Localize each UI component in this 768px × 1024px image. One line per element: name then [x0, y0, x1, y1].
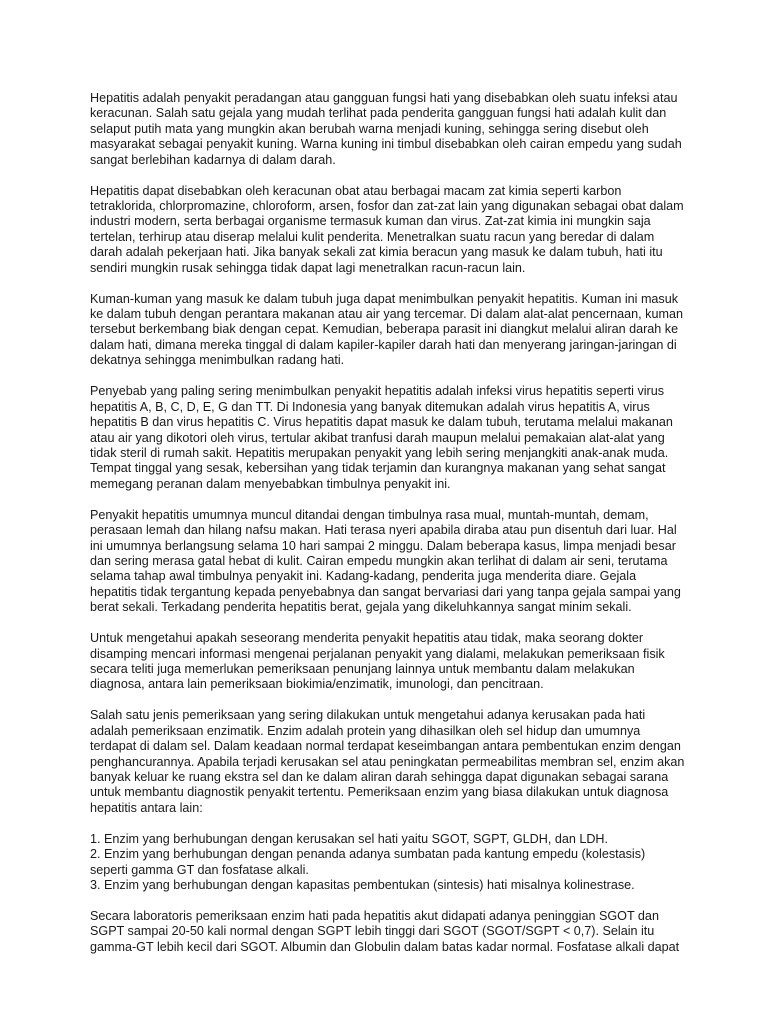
- paragraph-definition: Hepatitis adalah penyakit peradangan atau gangguan fungsi hati yang disebabkan oleh suatu infeksi atau keracunan. Salah satu gejala yang mudah terlihat pada penderita gangguan fungsi hati adalah kulit dan selaput putih mata yang mungkin akan berubah warna menjadi kuning, sehingga sering disebut oleh masyarakat sebagai penyakit kuning. Warna kuning ini timbul disebabkan oleh cairan empedu yang sudah sangat berlebihan kadarnya di dalam darah.: [90, 91, 682, 167]
- enzyme-list: [90, 832, 686, 894]
- paragraph-lab-results: Secara laboratoris pemeriksaan enzim hati pada hepatitis akut didapati adanya peninggian SGOT dan SGPT sampai 20-50 kali normal dengan SGPT lebih tinggi dari SGOT (SGOT/SGPT < 0,7). Selain itu gamma-GT lebih kecil dari SGOT. Albumin dan Globulin dalam batas kadar normal. Fosfatase alkali dapat: [90, 909, 680, 954]
- paragraph-symptoms: Penyakit hepatitis umumnya muncul ditandai dengan timbulnya rasa mual, muntah-muntah, demam, perasaan lemah dan hilang nafsu makan. Hati terasa nyeri apabila diraba atau pun disentuh dari luar. Hal ini umumnya berlangsung selama 10 hari sampai 2 minggu. Dalam beberapa kasus, limpa menjadi besar dan sering merasa gatal hebat di kulit. Cairan empedu mungkin akan terlihat di dalam air seni, terutama selama tahap awal timbulnya penyakit ini. Kadang-kadang, penderita juga menderita diare. Gejala hepatitis tidak tergantung kepada penyebabnya dan sangat bervariasi dari yang tanpa gejala sampai yang berat sekali. Terkadang penderita hepatitis berat, gejala yang dikeluhkannya sangat minim sekali.: [90, 507, 681, 615]
- list-item: 2. Enzim yang berhubungan dengan penanda adanya sumbatan pada kantung empedu (kolestasis) seperti gamma GT dan fosfatase alkali.: [90, 847, 646, 877]
- list-item: 1. Enzim yang berhubungan dengan kerusakan sel hati yaitu SGOT, SGPT, GLDH, dan LDH.: [90, 831, 609, 846]
- paragraph-diagnosis: Untuk mengetahui apakah seseorang menderita penyakit hepatitis atau tidak, maka seorang dokter disamping mencari informasi mengenai perjalanan penyakit yang dialami, melakukan pemeriksaan fisik secara teliti juga memerlukan pemeriksaan penunjang lainnya untuk membantu dalam melakukan diagnosa, antara lain pemeriksaan biokimia/enzimatik, imunologi, dan pencitraan.: [90, 631, 665, 692]
- list-item: 3. Enzim yang berhubungan dengan kapasitas pembentukan (sintesis) hati misalnya kolinestrase.: [90, 878, 635, 893]
- paragraph-germ-causes: Kuman-kuman yang masuk ke dalam tubuh juga dapat menimbulkan penyakit hepatitis. Kuman ini masuk ke dalam tubuh dengan perantara makanan atau air yang tercemar. Di dalam alat-alat pencernaan, kuman tersebut berkembang biak dengan cepat. Kemudian, beberapa parasit ini diangkut melalui aliran darah ke dalam hati, dimana mereka tinggal di dalam kapiler-kapiler darah hati dan menyerang jaringan-jaringan di dekatnya sehingga menimbulkan radang hati.: [90, 291, 683, 368]
- paragraph-viral-causes: Penyebab yang paling sering menimbulkan penyakit hepatitis adalah infeksi virus hepatitis seperti virus hepatitis A, B, C, D, E, G dan TT. Di Indonesia yang banyak ditemukan adalah virus hepatitis A, virus hepatitis B dan virus hepatitis C. Virus hepatitis dapat masuk ke dalam tubuh, terutama melalui makanan atau air yang dikotori oleh virus, tertular akibat tranfusi darah maupun melalui pemakaian alat-alat yang tidak steril di rumah sakit. Hepatitis merupakan penyakit yang lebih sering menjangkiti anak-anak muda. Tempat tinggal yang sesak, kebersihan yang tidak terjamin dan kurangnya makanan yang sehat sangat memegang peranan dalam menyebabkan timbulnya penyakit ini.: [90, 384, 673, 491]
- paragraph-toxic-causes: Hepatitis dapat disebabkan oleh keracunan obat atau berbagai macam zat kimia seperti karbon tetraklorida, chlorpromazine, chloroform, arsen, fosfor dan zat-zat lain yang digunakan sebagai obat dalam industri modern, serta berbagai organisme termasuk kuman dan virus. Zat-zat kimia ini mungkin saja tertelan, terhirup atau diserap melalui kulit penderita. Menetralkan suatu racun yang beredar di dalam darah adalah pekerjaan hati. Jika banyak sekali zat kimia beracun yang masuk ke dalam tubuh, hati itu sendiri mungkin rusak sehingga tidak dapat lagi menetralkan racun-racun lain.: [90, 183, 684, 275]
- paragraph-enzymatic-exam: Salah satu jenis pemeriksaan yang sering dilakukan untuk mengetahui adanya kerusakan pada hati adalah pemeriksaan enzimatik. Enzim adalah protein yang dihasilkan oleh sel hidup dan umumnya terdapat di dalam sel. Dalam keadaan normal terdapat keseimbangan antara pembentukan enzim dengan penghancurannya. Apabila terjadi kerusakan sel atau peningkatan permeabilitas membran sel, enzim akan banyak keluar ke ruang ekstra sel dan ke dalam aliran darah sehingga dapat digunakan sebagai sarana untuk membantu diagnostik penyakit tertentu. Pemeriksaan enzim yang biasa dilakukan untuk diagnosa hepatitis antara lain:: [90, 708, 685, 815]
